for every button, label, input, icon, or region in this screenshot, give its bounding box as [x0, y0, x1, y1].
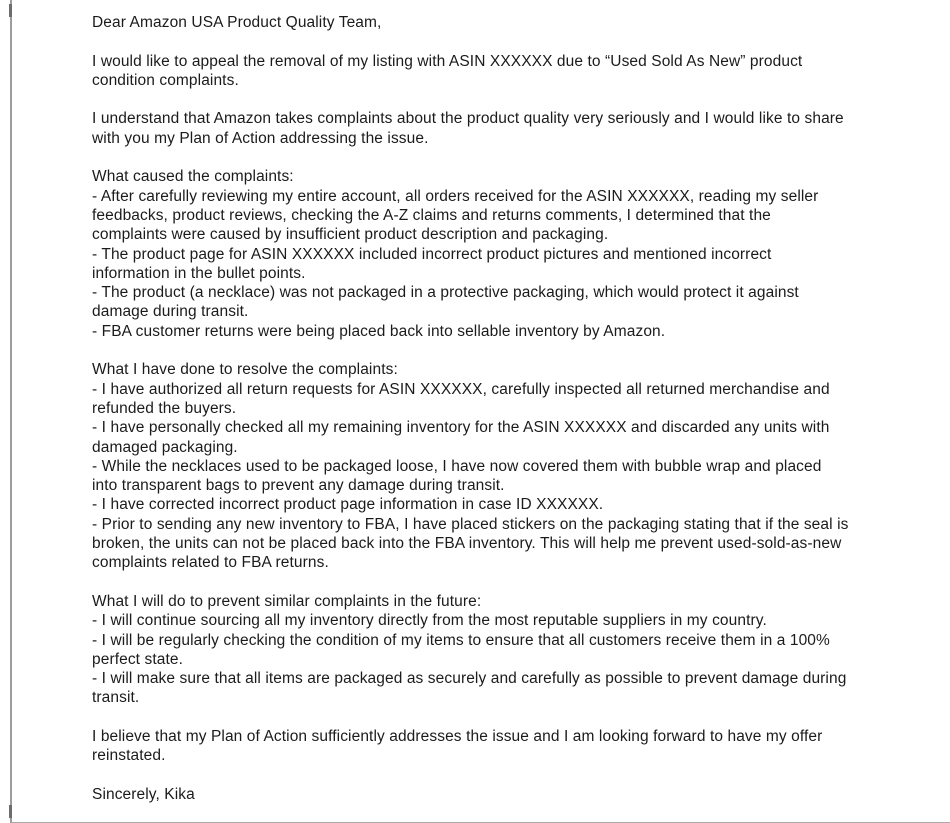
text-line: damaged packaging.: [92, 438, 238, 456]
text-line: Sincerely, Kika: [92, 785, 195, 803]
text-line: damage during transit.: [92, 303, 249, 321]
page-left-border-top-tick: [9, 4, 12, 17]
text-line: feedbacks, product reviews, checking the A-Z claims and returns comments, I determined that the: [92, 206, 771, 224]
text-line: What caused the complaints:: [92, 168, 294, 186]
text-line: - Prior to sending any new inventory to FBA, I have placed stickers on the packaging stating that if the seal is: [92, 515, 849, 533]
text-line: - The product (a necklace) was not packaged in a protective packaging, which would protect it against: [92, 284, 799, 302]
text-line: - While the necklaces used to be packaged loose, I have now covered them with bubble wrap and placed: [92, 457, 822, 475]
text-line: - I will be regularly checking the condition of my items to ensure that all customers receive them in a 100%: [92, 631, 830, 649]
text-line: into transparent bags to prevent any damage during transit.: [92, 477, 505, 495]
text-line: - I have authorized all return requests for ASIN XXXXXX, carefully inspected all returned merchandise and: [92, 380, 830, 398]
letter-body: [92, 13, 890, 804]
text-line: information in the bullet points.: [92, 264, 306, 282]
text-line: I would like to appeal the removal of my listing with ASIN XXXXXX due to “Used Sold As New” product: [92, 52, 803, 70]
closing-paragraph: [92, 727, 890, 766]
text-line: I understand that Amazon takes complaints about the product quality very seriously and I would like to share: [92, 110, 844, 128]
plan-of-action-intro-paragraph: [92, 109, 890, 148]
text-line: complaints related to FBA returns.: [92, 554, 329, 572]
page-left-border: [10, 0, 12, 823]
text-line: - I have personally checked all my remaining inventory for the ASIN XXXXXX and discarded any units with: [92, 419, 830, 437]
signature-paragraph: [92, 785, 890, 804]
text-line: - I will continue sourcing all my inventory directly from the most reputable suppliers in my country.: [92, 612, 767, 630]
text-line: complaints were caused by insufficient product description and packaging.: [92, 226, 609, 244]
text-line: condition complaints.: [92, 71, 239, 89]
text-line: - I will make sure that all items are packaged as securely and carefully as possible to prevent damage during: [92, 670, 847, 688]
text-line: - FBA customer returns were being placed back into sellable inventory by Amazon.: [92, 322, 666, 340]
salutation-paragraph: [92, 13, 890, 32]
text-line: with you my Plan of Action addressing the issue.: [92, 129, 429, 147]
text-line: perfect state.: [92, 650, 184, 668]
appeal-intro-paragraph: [92, 52, 890, 91]
text-line: transit.: [92, 689, 140, 707]
text-line: What I have done to resolve the complaints:: [92, 361, 398, 379]
text-line: broken, the units can not be placed back into the FBA inventory. This will help me prevent used-sold-as-new: [92, 535, 842, 553]
text-line: - I have corrected incorrect product page information in case ID XXXXXX.: [92, 496, 604, 514]
prevention-section-paragraph: [92, 592, 890, 708]
page-left-border-bottom-tick: [9, 805, 12, 818]
text-line: What I will do to prevent similar complaints in the future:: [92, 592, 482, 610]
cause-section-paragraph: [92, 167, 890, 341]
text-line: refunded the buyers.: [92, 399, 237, 417]
text-line: - The product page for ASIN XXXXXX included incorrect product pictures and mentioned incorrect: [92, 245, 772, 263]
text-line: - After carefully reviewing my entire account, all orders received for the ASIN XXXXXX, reading my seller: [92, 187, 819, 205]
text-line: I believe that my Plan of Action sufficiently addresses the issue and I am looking forward to have my offer: [92, 727, 823, 745]
text-line: reinstated.: [92, 747, 166, 765]
text-line: Dear Amazon USA Product Quality Team,: [92, 14, 382, 31]
resolution-section-paragraph: [92, 360, 890, 572]
